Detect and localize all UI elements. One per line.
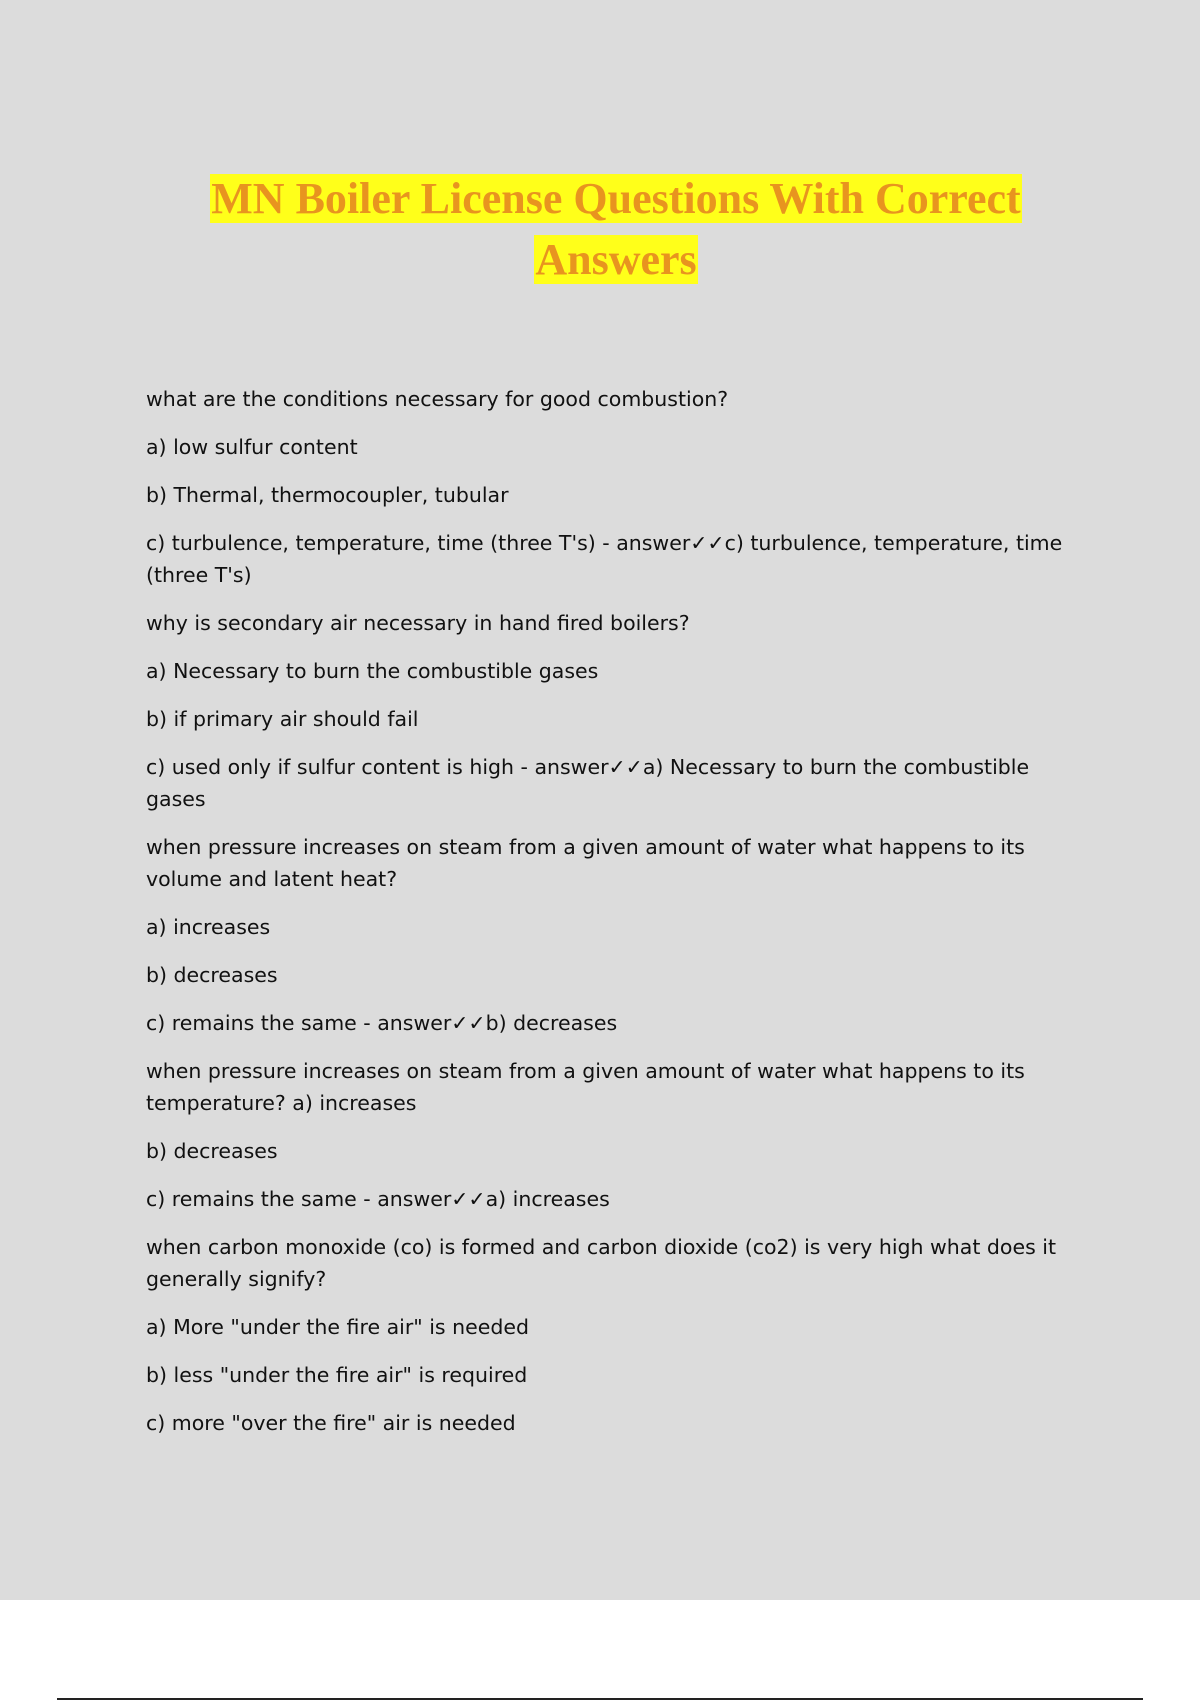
question-5: when carbon monoxide (co) is formed and carbon dioxide (co2) is very high what does it generally signify? <box>146 1235 1057 1291</box>
question-4-option-b: b) decreases <box>146 1139 278 1163</box>
document-title <box>140 168 1092 290</box>
question-1-option-c-answer: c) turbulence, temperature, time (three T's) - answer✓✓c) turbulence, temperature, time (three T's) <box>146 531 1063 587</box>
question-2-option-a: a) Necessary to burn the combustible gases <box>146 659 599 683</box>
question-3-option-c-answer: c) remains the same - answer✓✓b) decreases <box>146 1011 618 1035</box>
question-2-option-b: b) if primary air should fail <box>146 707 419 731</box>
question-3-option-b: b) decreases <box>146 963 278 987</box>
document-body <box>146 383 1076 1455</box>
title-line-1: MN Boiler License Questions With Correct <box>211 174 1021 223</box>
question-4: when pressure increases on steam from a given amount of water what happens to its temperature? a) increases <box>146 1059 1025 1115</box>
question-1-option-b: b) Thermal, thermocoupler, tubular <box>146 483 509 507</box>
question-1: what are the conditions necessary for good combustion? <box>146 387 729 411</box>
title-line-2: Answers <box>535 235 697 284</box>
question-5-option-b: b) less "under the fire air" is required <box>146 1363 528 1387</box>
question-5-option-c: c) more "over the fire" air is needed <box>146 1411 516 1435</box>
question-1-option-a: a) low sulfur content <box>146 435 358 459</box>
question-2-option-c-answer: c) used only if sulfur content is high - answer✓✓a) Necessary to burn the combustible gases <box>146 755 1030 811</box>
question-3: when pressure increases on steam from a given amount of water what happens to its volume and latent heat? <box>146 835 1025 891</box>
question-3-option-a: a) increases <box>146 915 271 939</box>
question-5-option-a: a) More "under the fire air" is needed <box>146 1315 529 1339</box>
question-2: why is secondary air necessary in hand fired boilers? <box>146 611 690 635</box>
question-4-option-c-answer: c) remains the same - answer✓✓a) increases <box>146 1187 610 1211</box>
